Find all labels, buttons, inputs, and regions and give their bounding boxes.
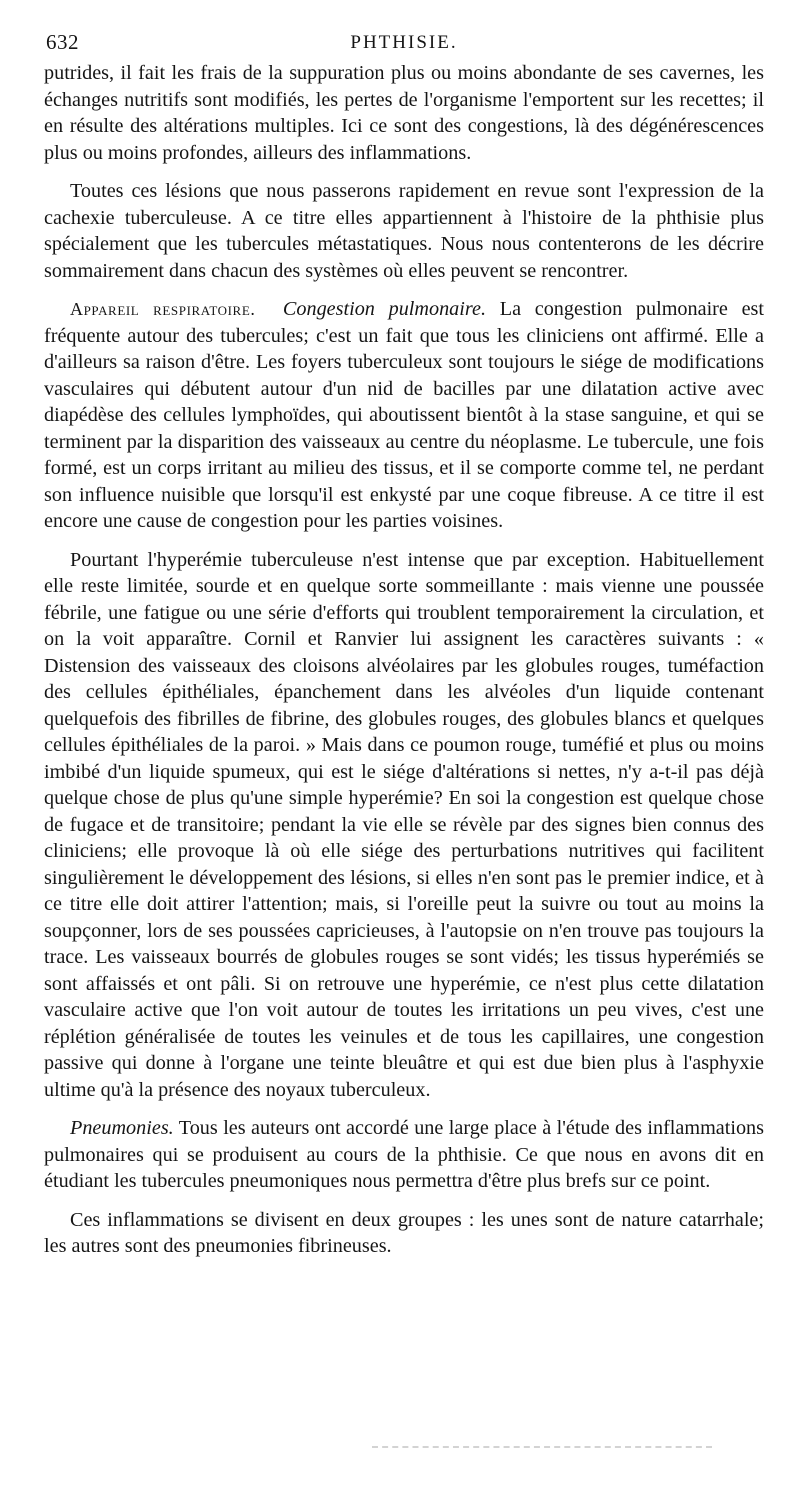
bleed-through-line: [372, 1446, 712, 1452]
paragraph-congestion: [44, 296, 764, 535]
running-head: [44, 26, 764, 60]
subheading-pneumonies: Pneumonies.: [70, 1117, 174, 1139]
paragraph-congestion-text: La congestion pulmonaire est fréquente autour des tubercules; c'est un fait que tous les cliniciens ont affirmé. Elle a d'ailleurs sa raison d'être. Les foyers tuberculeux sont toujours le siége de modifications vasculaires qui débutent autour d'un nid de bacilles par une dilatation active avec diapédèse des cellules lymphoïdes, qui aboutissent bientôt à la stase sanguine, et qui se terminent par la disparition des vaisseaux au centre du néoplasme. Le tubercule, une fois formé, est un corps irritant au milieu des tissus, et il se comporte comme tel, ne perdant son influence nuisible que lorsqu'il est enkysté par une coque fibreuse. A ce titre il est encore une cause de congestion pour les parties voisines.: [44, 298, 765, 532]
running-title: PHTHISIE.: [350, 32, 458, 53]
section-heading-appareil-respiratoire: Appareil respiratoire.: [70, 299, 256, 319]
paragraph-cachexie: Toutes ces lésions que nous passerons rapidement en revue sont l'expression de la cachexie tuberculeuse. A ce titre elles appartiennent à l'histoire de la phthisie plus spécialement que les tubercules métastatiques. Nous nous contenterons de les décrire sommairement dans chacun des systèmes où elles peuvent se rencontrer.: [44, 180, 764, 282]
book-page: [44, 26, 764, 1260]
page-number: 632: [46, 30, 79, 54]
paragraph-continuation: putrides, il fait les frais de la suppuration plus ou moins abondante de ses cavernes, les échanges nutritifs sont modifiés, les pertes de l'organisme l'emportent sur les recettes; il en résulte des altérations multiples. Ici ce sont des congestions, là des dégénérescences plus ou moins profondes, ailleurs des inflammations.: [44, 62, 764, 164]
paragraph-hyperemie: Pourtant l'hyperémie tuberculeuse n'est intense que par exception. Habituellement elle reste limitée, sourde et en quelque sorte sommeillante : mais vienne une poussée fébrile, une fatigue ou une série d'efforts qui troublent temporairement la circulation, et on la voit apparaître. Cornil et Ranvier lui assignent les caractères suivants : « Distension des vaisseaux des cloisons alvéolaires par les globules rouges, tuméfaction des cellules épithéliales, épanchement dans les alvéoles d'un liquide contenant quelquefois des fibrilles de fibrine, des globules rouges, des globules blancs et quelques cellules épithéliales de la paroi. » Mais dans ce poumon rouge, tuméfié et plus ou moins imbibé d'un liquide spumeux, qui est le siége d'altérations si nettes, n'y a-t-il pas déjà quelque chose de plus qu'une simple hyperémie? En soi la congestion est quelque chose de fugace et de transitoire; pendant la vie elle se révèle par des signes bien connus des cliniciens; elle provoque là où elle siége des perturbations nutritives qui facilitent singulièrement le développement des lésions, si elles n'en sont pas le premier indice, et à ce titre elle doit attirer l'attention; mais, si l'oreille peut la suivre ou tout au moins la soupçonner, lors de ses poussées capricieuses, à l'autopsie on n'en trouve pas toujours la trace. Les vaisseaux bourrés de globules rouges se sont vidés; les tissus hyperémiés se sont affaissés et ont pâli. Si on retrouve une hyperémie, ce n'est plus cette dilatation vasculaire active que l'on voit autour de toutes les irritations un peu vives, c'est une réplétion généralisée de toutes les veinules et de tous les capillaires, une congestion passive qui donne à l'organe une teinte bleuâtre et qui est due bien plus à l'asphyxie ultime qu'à la présence des noyaux tuberculeux.: [44, 548, 764, 1101]
paragraph-inflammations: Ces inflammations se divisent en deux groupes : les unes sont de nature catarrhale; les autres sont des pneumonies fibrineuses.: [44, 1208, 764, 1257]
body-text: [44, 60, 764, 1260]
subheading-congestion-pulmonaire: Congestion pulmonaire.: [282, 298, 486, 320]
paragraph-pneumonies: [44, 1115, 764, 1195]
paragraph-pneumonies-text: Tous les auteurs ont accordé une large place à l'étude des inflammations pulmonaires qui se produisent au cours de la phthisie. Ce que nous en avons dit en étudiant les tubercules pneumoniques nous permettra d'être plus brefs sur ce point.: [44, 1117, 764, 1192]
